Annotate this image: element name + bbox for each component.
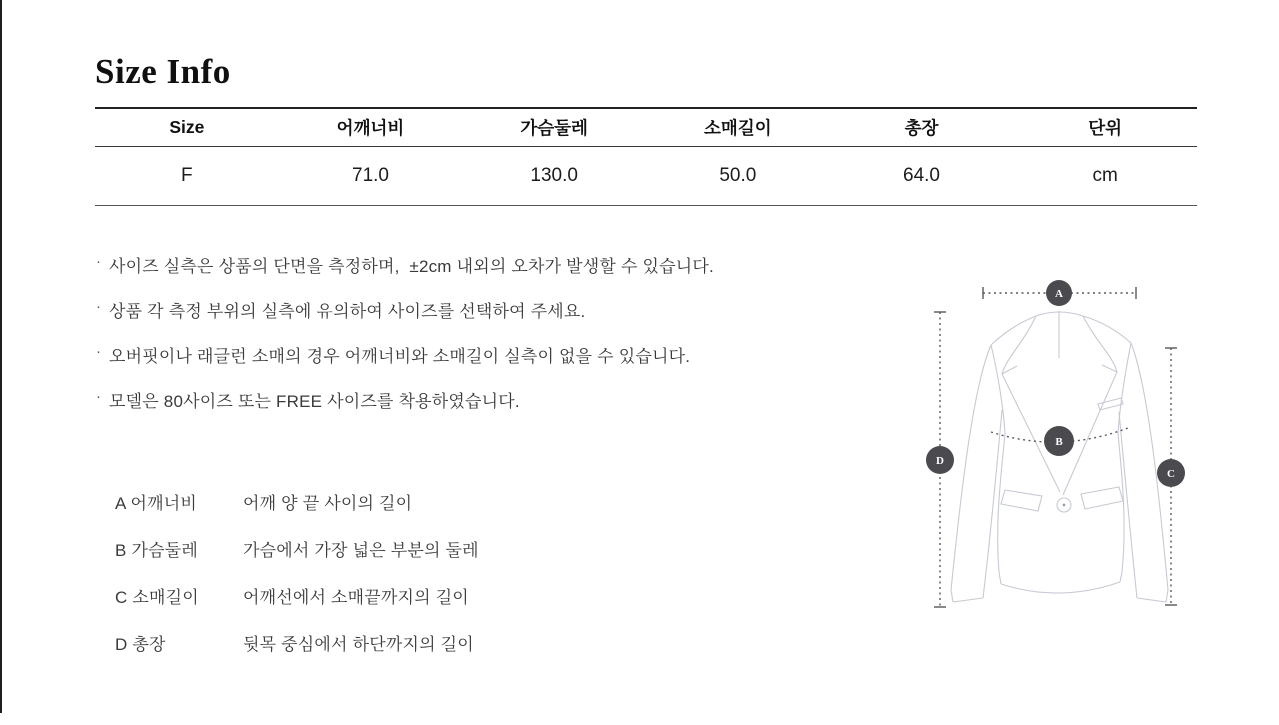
legend-desc: 가슴에서 가장 넓은 부분의 둘레 [243,541,479,560]
note-text: 사이즈 실측은 상품의 단면을 측정하며, ±2cm 내외의 오차가 발생할 수 있습니다. [109,257,714,276]
badge-a-letter: A [1055,288,1063,300]
legend-row-sleeve [115,583,735,630]
bullet-dot: · [96,253,102,270]
col-shoulder-width: 어깨너비 [336,118,405,138]
size-table-header [95,109,1197,147]
value-chest-circumference: 130.0 [530,165,578,186]
jacket-diagram-svg [905,262,1215,632]
legend-label: A 어깨너비 [115,494,198,513]
bullet-dot: · [96,343,102,360]
size-table-row [95,147,1197,205]
bullet-dot: · [96,298,102,315]
jacket-outline [951,311,1168,602]
note-measure-tolerance [96,252,896,297]
badge-d-letter: D [936,455,944,467]
legend-label: C 소매길이 [115,588,199,607]
value-size: F [181,165,193,186]
note-text: 오버핏이나 래글런 소매의 경우 어깨너비와 소매길이 실측이 없을 수 있습니다. [109,347,691,366]
size-table [95,107,1197,206]
page-title: Size Info [95,52,231,91]
note-model-size [96,387,896,432]
left-edge-divider [0,0,2,713]
measurement-badges [926,280,1185,487]
value-total-length: 64.0 [903,165,940,186]
legend-row-chest [115,536,735,583]
legend-desc: 뒷목 중심에서 하단까지의 길이 [243,635,474,654]
legend-desc: 어깨선에서 소매끝까지의 길이 [243,588,469,607]
value-shoulder-width: 71.0 [352,165,389,186]
jacket-measurement-diagram [905,262,1215,632]
value-sleeve-length: 50.0 [719,165,757,186]
badge-b-letter: B [1055,436,1063,448]
legend-row-total-length [115,630,735,677]
bullet-dot: · [96,388,102,405]
col-unit: 단위 [1088,118,1123,138]
col-total-length: 총장 [904,118,939,138]
col-size: Size [169,117,205,137]
col-chest-circumference: 가슴둘레 [520,118,588,138]
col-sleeve-length: 소매길이 [704,118,772,138]
measurement-legend [115,489,735,677]
legend-label: D 총장 [115,635,166,654]
note-overfit-raglan [96,342,896,387]
size-notes [96,252,896,432]
note-text: 상품 각 측정 부위의 실측에 유의하여 사이즈를 선택하여 주세요. [109,302,586,321]
badge-c-letter: C [1167,468,1175,480]
legend-row-shoulder [115,489,735,536]
legend-label: B 가슴둘레 [115,541,198,560]
note-check-measurements [96,297,896,342]
note-text: 모델은 80사이즈 또는 FREE 사이즈를 착용하였습니다. [109,392,520,411]
value-unit: cm [1092,165,1118,186]
legend-desc: 어깨 양 끝 사이의 길이 [243,494,413,513]
